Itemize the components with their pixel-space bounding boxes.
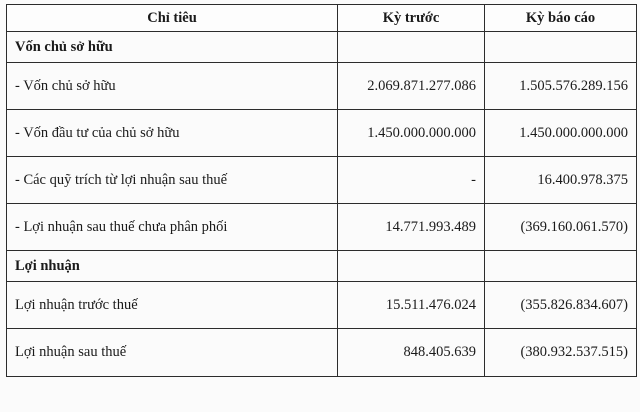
prior-value: 1.450.000.000.000 bbox=[338, 110, 485, 157]
table-row bbox=[7, 329, 637, 377]
row-label: - Lợi nhuận sau thuế chưa phân phối bbox=[7, 204, 338, 251]
section-row-equity bbox=[7, 32, 637, 63]
current-value: 16.400.978.375 bbox=[485, 157, 637, 204]
table-row bbox=[7, 157, 637, 204]
financial-table bbox=[6, 4, 637, 377]
header-indicator: Chỉ tiêu bbox=[7, 5, 338, 32]
table-row bbox=[7, 63, 637, 110]
table-row bbox=[7, 204, 637, 251]
current-value: (380.932.537.515) bbox=[485, 329, 637, 377]
current-value: 1.505.576.289.156 bbox=[485, 63, 637, 110]
empty-cell bbox=[485, 251, 637, 282]
header-reporting-period: Kỳ báo cáo bbox=[485, 5, 637, 32]
current-value: (355.826.834.607) bbox=[485, 282, 637, 329]
header-prior-period: Kỳ trước bbox=[338, 5, 485, 32]
row-label: - Vốn đầu tư của chủ sở hữu bbox=[7, 110, 338, 157]
prior-value: - bbox=[338, 157, 485, 204]
section-title: Vốn chủ sở hữu bbox=[7, 32, 338, 63]
prior-value: 2.069.871.277.086 bbox=[338, 63, 485, 110]
table-row bbox=[7, 282, 637, 329]
current-value: 1.450.000.000.000 bbox=[485, 110, 637, 157]
empty-cell bbox=[485, 32, 637, 63]
row-label: - Vốn chủ sở hữu bbox=[7, 63, 338, 110]
section-row-profit bbox=[7, 251, 637, 282]
header-row bbox=[7, 5, 637, 32]
prior-value: 848.405.639 bbox=[338, 329, 485, 377]
table-row bbox=[7, 110, 637, 157]
section-title: Lợi nhuận bbox=[7, 251, 338, 282]
prior-value: 15.511.476.024 bbox=[338, 282, 485, 329]
current-value: (369.160.061.570) bbox=[485, 204, 637, 251]
row-label: - Các quỹ trích từ lợi nhuận sau thuế bbox=[7, 157, 338, 204]
row-label: Lợi nhuận sau thuế bbox=[7, 329, 338, 377]
row-label: Lợi nhuận trước thuế bbox=[7, 282, 338, 329]
empty-cell bbox=[338, 251, 485, 282]
empty-cell bbox=[338, 32, 485, 63]
prior-value: 14.771.993.489 bbox=[338, 204, 485, 251]
